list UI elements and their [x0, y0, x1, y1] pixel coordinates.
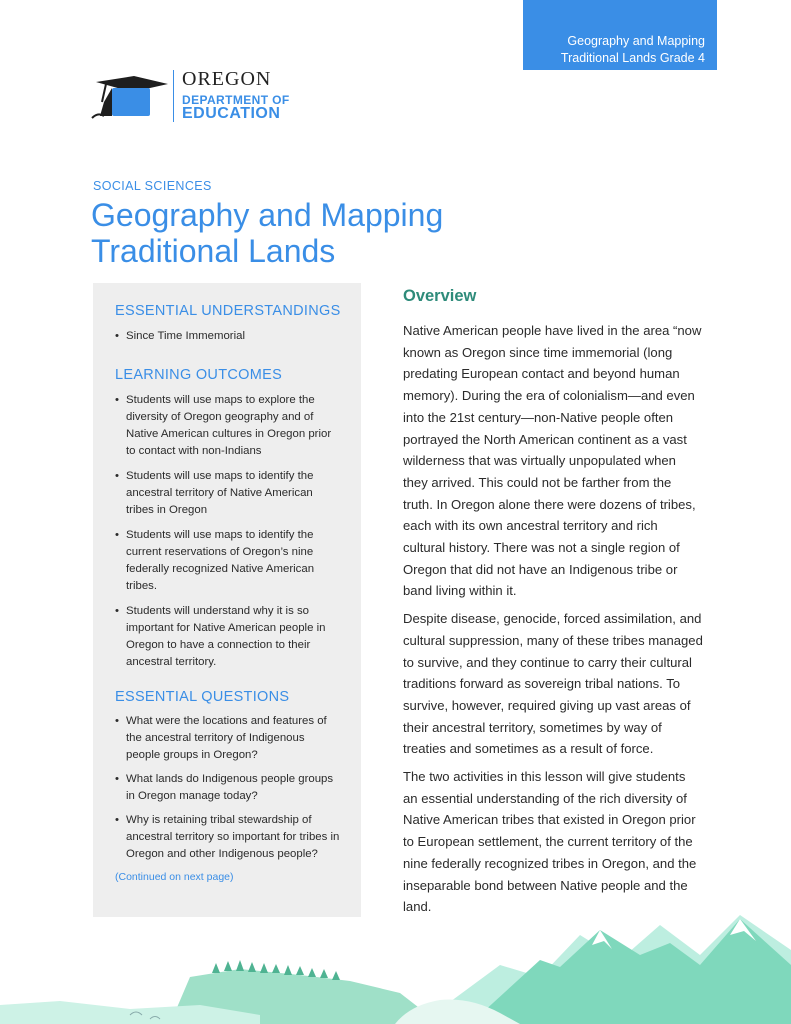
header-tab-line2: Traditional Lands Grade 4 [560, 51, 705, 65]
continued-note: (Continued on next page) [115, 871, 234, 883]
overview-paragraph: Despite disease, genocide, forced assimilation, and cultural suppression, many of these tribes managed to survive, and they continue to carry their cultural traditions forward as sovereign tribal nations. To survive, however, required giving up vast areas of their ancestral territory, sometimes by way of treaties and sometimes as a result of force. [403, 611, 703, 757]
list-item: • Students will understand why it is so important for Native American people in Oregon to have a connection to their ancestral territory. [115, 603, 341, 671]
essential-questions-heading: ESSENTIAL QUESTIONS [115, 689, 290, 705]
essential-understandings-list [115, 328, 341, 345]
overview-paragraph: Native American people have lived in the area “now known as Oregon since time immemorial (long predating European contact and beyond human memory). During the era of colonialism—and even into the 21st century—non-Native people often portrayed the North American continent as a vast wilderness that was virtually unpopulated when they arrived. This could not be farther from the truth. In Oregon alone there were dozens of tribes, each with its own ancestral territory and rich cultural history. There was not a single region of Oregon that did not have an Indigenous tribe or band living within it. [403, 323, 702, 599]
oregon-graduation-cap-icon [90, 72, 170, 122]
essential-questions-list [115, 713, 341, 863]
title-line2: Traditional Lands [91, 233, 336, 269]
list-item: • Since Time Immemorial [115, 328, 341, 345]
title-line1: Geography and Mapping [91, 197, 444, 233]
logo-line1: OREGON [182, 68, 272, 90]
list-item: • Students will use maps to explore the diversity of Oregon geography and of Native American cultures in Oregon prior to contact with non-Indians [115, 392, 341, 460]
list-item: • Why is retaining tribal stewardship of ancestral territory so important for tribes in Oregon and other Indigenous people? [115, 812, 341, 863]
overview-body [403, 320, 703, 924]
ode-logo [90, 68, 290, 128]
header-tab-line1: Geography and Mapping [567, 34, 705, 48]
list-item: • What lands do Indigenous people groups in Oregon manage today? [115, 771, 341, 805]
essential-understandings-heading: ESSENTIAL UNDERSTANDINGS [115, 303, 341, 319]
mountain-landscape-illustration [0, 905, 791, 1024]
page-title [91, 197, 591, 269]
overview-heading: Overview [403, 287, 477, 305]
sidebar-panel [93, 283, 361, 917]
overview-paragraph: The two activities in this lesson will give students an essential understanding of the rich diversity of Native American tribes that existed in Oregon prior to European settlement, the current territory of the nine federally recognized tribes in Oregon, and the inseparable bond between Native people and the land. [403, 769, 697, 915]
learning-outcomes-heading: LEARNING OUTCOMES [115, 367, 283, 383]
header-tab [523, 0, 717, 70]
list-item: • What were the locations and features of the ancestral territory of Indigenous people groups in Oregon? [115, 713, 341, 764]
logo-line3: EDUCATION [182, 105, 281, 122]
logo-divider [173, 70, 174, 122]
list-item: • Students will use maps to identify the current reservations of Oregon’s nine federally recognized Native American tribes. [115, 527, 341, 595]
list-item: • Students will use maps to identify the ancestral territory of Native American tribes in Oregon [115, 468, 341, 519]
subject-label: SOCIAL SCIENCES [93, 179, 212, 193]
logo-line2: DEPARTMENT OF [182, 93, 290, 107]
learning-outcomes-list [115, 392, 341, 671]
